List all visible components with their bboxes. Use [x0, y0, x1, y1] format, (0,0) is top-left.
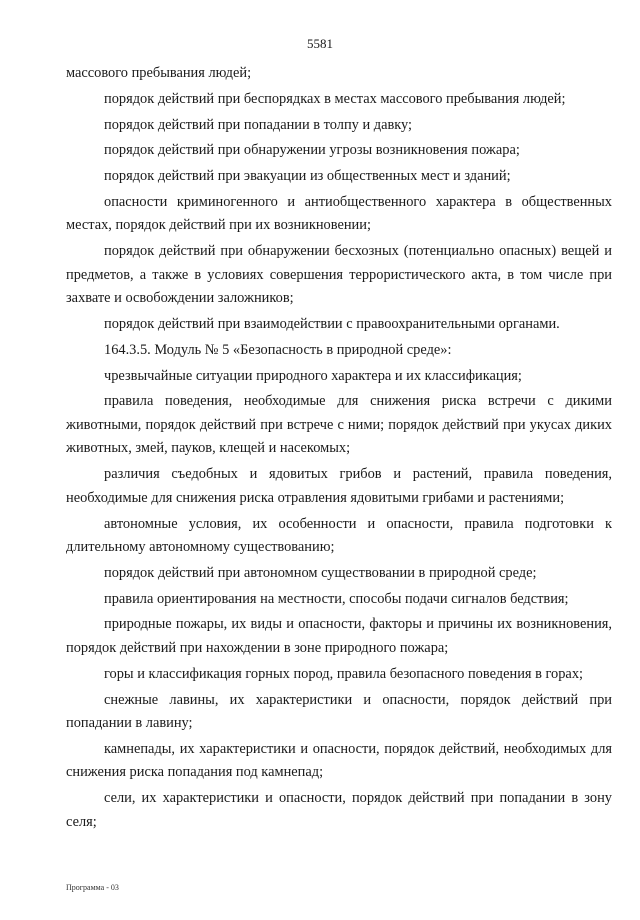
paragraph: правила поведения, необходимые для снижения риска встречи с дикими животными, порядок действий при встрече с ними; порядок действий при укусах диких животных, змей, пауков, клещей и насекомых; [66, 393, 612, 457]
paragraph: сели, их характеристики и опасности, порядок действий при попадании в зону селя; [66, 790, 612, 830]
document-body [66, 62, 612, 836]
paragraph: порядок действий при автономном существовании в природной среде; [104, 564, 537, 581]
section-heading: 164.3.5. Модуль № 5 «Безопасность в природной среде»: [104, 341, 452, 358]
paragraph: порядок действий при эвакуации из общественных мест и зданий; [104, 168, 511, 185]
paragraph: различия съедобных и ядовитых грибов и растений, правила поведения, необходимые для снижения риска отравления ядовитыми грибами и растениями; [66, 466, 612, 506]
paragraph: горы и классификация горных пород, правила безопасного поведения в горах; [104, 665, 584, 682]
paragraph: снежные лавины, их характеристики и опасности, порядок действий при попадании в лавину; [66, 691, 612, 732]
paragraph: порядок действий при беспорядках в местах массового пребывания людей; [104, 90, 566, 107]
paragraph: автономные условия, их особенности и опасности, правила подготовки к длительному автономному существованию; [66, 515, 612, 556]
paragraph: порядок действий при взаимодействии с правоохранительными органами. [104, 316, 560, 333]
paragraph: камнепады, их характеристики и опасности, порядок действий, необходимых для снижения риска попадания под камнепад; [66, 740, 612, 781]
paragraph: природные пожары, их виды и опасности, факторы и причины их возникновения, порядок действий при нахождении в зоне природного пожара; [66, 616, 612, 656]
paragraph: массового пребывания людей; [66, 65, 252, 81]
paragraph: правила ориентирования на местности, способы подачи сигналов бедствия; [104, 590, 569, 607]
footer-label: Программа - 03 [66, 883, 119, 892]
page-number: 5581 [307, 36, 333, 51]
paragraph: порядок действий при попадании в толпу и давку; [104, 116, 413, 133]
paragraph: порядок действий при обнаружении угрозы возникновения пожара; [104, 142, 520, 159]
paragraph: чрезвычайные ситуации природного характера и их классификация; [104, 367, 522, 384]
paragraph: опасности криминогенного и антиобщественного характера в общественных местах, порядок действий при их возникновении; [66, 193, 612, 234]
paragraph: порядок действий при обнаружении бесхозных (потенциально опасных) вещей и предметов, а также в условиях совершения террористического акта, в том числе при захвате и освобождении заложников; [66, 243, 612, 307]
